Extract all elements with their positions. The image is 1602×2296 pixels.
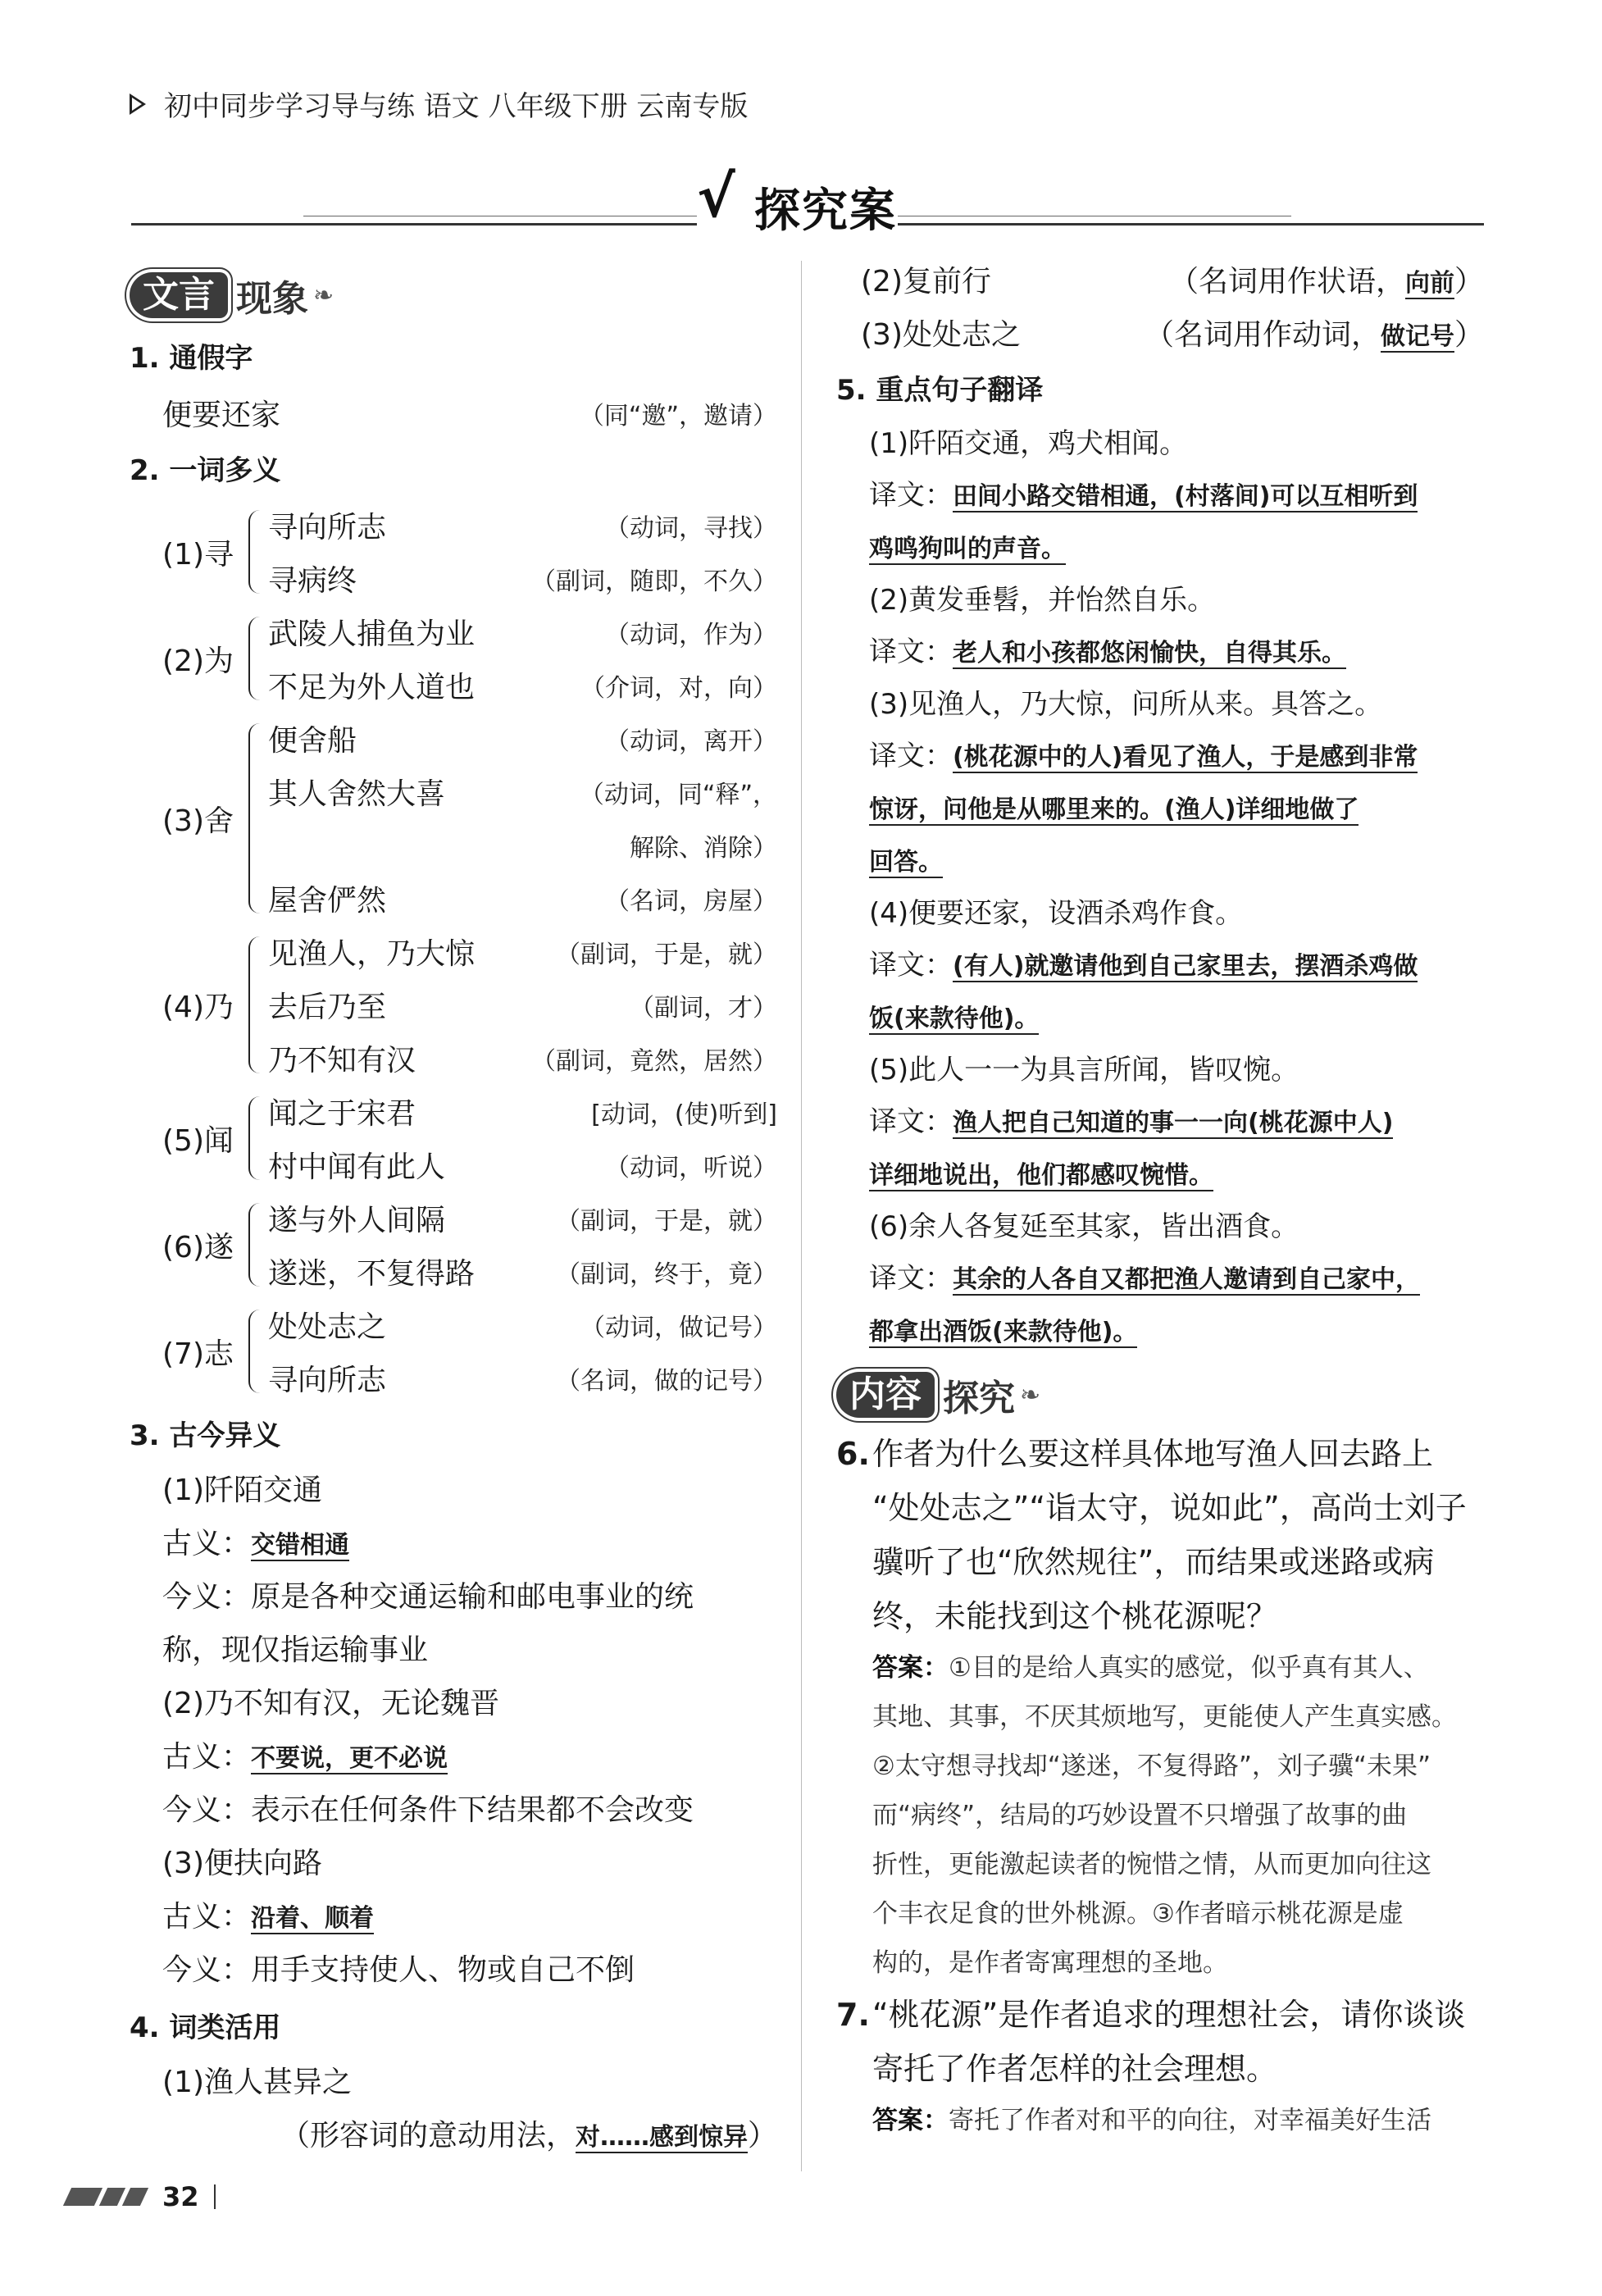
heading-fanyi: 5. 重点句子翻译 [836, 374, 1044, 407]
item-text: 便舍船 [268, 724, 357, 758]
gujin-jin [162, 1570, 777, 1624]
group-label: (7)志 [162, 1337, 234, 1371]
item-note: （动词，听说） [605, 1153, 777, 1182]
item-text: 处处志之 [268, 1310, 387, 1344]
brace [248, 1203, 263, 1287]
banner-rule-left [131, 223, 697, 226]
gujin-jin [162, 1943, 777, 1997]
translation-question: (2)黄发垂髫，并怡然自乐。 [869, 584, 1216, 617]
item-note: （动词，同“释”， [579, 780, 777, 809]
list-item [268, 1138, 777, 1191]
section-tag-neirong [836, 1369, 1040, 1420]
heading-yiciduoyi: 2. 一词多义 [130, 454, 281, 487]
translation-text: 老人和小孩都悠闲愉快，自得其乐。 [953, 639, 1346, 667]
answer-line: 寄托了作者对和平的向往，对幸福美好生活 [949, 2106, 1431, 2135]
word-group [130, 605, 777, 712]
list-item [268, 712, 777, 765]
group-label: (4)乃 [162, 991, 234, 1024]
jin-label: 今义： [162, 1953, 252, 1987]
brace [248, 1310, 263, 1393]
gu-answer: 不要说，更不必说 [251, 1744, 448, 1773]
translation-item [869, 1045, 1484, 1201]
divider-bar [214, 2184, 216, 2209]
check-icon: √ [697, 163, 735, 230]
tongjiazi-note: （同“邀”，邀请） [579, 401, 777, 430]
translation-text: 田间小路交错相通，(村落间)可以互相听到 [953, 482, 1418, 511]
list-item [268, 1351, 777, 1405]
huoyong-item [836, 253, 1484, 306]
note-answer: 做记号 [1380, 322, 1454, 351]
note-post: ） [1454, 265, 1484, 298]
tongjiazi-row [130, 386, 777, 440]
left-column [130, 266, 777, 2162]
question-line: 终，未能找到这个桃花源呢？ [872, 1598, 1278, 1634]
answer-line: ①目的是给人真实的感觉，似乎真有其人、 [949, 1653, 1429, 1683]
question-6 [836, 1427, 1484, 1988]
running-header [130, 84, 748, 124]
right-column [836, 253, 1484, 2145]
section-banner [131, 160, 1484, 238]
gu-label: 古义： [162, 1527, 252, 1560]
translation-item [869, 418, 1484, 575]
item-note: （副词，于是，就） [556, 1206, 777, 1236]
section-tag-wenyan [130, 270, 334, 321]
translation-label: 译文： [869, 1105, 953, 1138]
translation-text: 详细地说出，他们都感叹惋惜。 [869, 1161, 1213, 1190]
leaf-icon: ❧ [1020, 1380, 1041, 1410]
tag-rest: 现象 [236, 278, 308, 320]
answer-label: 答案： [872, 1653, 949, 1683]
list-item [268, 658, 777, 712]
answer-line: 折性，更能激起读者的惋惜之情，从而更加向往这 [872, 1850, 1431, 1879]
list-item [268, 1191, 777, 1245]
item-note: （副词，随即，不久） [531, 567, 777, 596]
list-item [268, 1245, 777, 1298]
question-7 [836, 1988, 1484, 2145]
heading-tongjiazi: 1. 通假字 [130, 342, 253, 375]
gujin-gu [162, 1890, 777, 1943]
tag-rest: 探究 [943, 1378, 1015, 1419]
item-text: 不足为外人道也 [268, 671, 476, 704]
translation-text: 都拿出酒饭(来款待他)。 [869, 1318, 1138, 1346]
leaf-icon: ❧ [313, 280, 335, 310]
question-line: 寄托了作者怎样的社会理想。 [872, 2051, 1278, 2087]
tongjiazi-text: 便要还家 [162, 399, 281, 432]
column-divider [801, 261, 802, 2171]
tag-pill: 内容 [836, 1372, 935, 1418]
group-label: (6)遂 [162, 1230, 234, 1264]
heading-cileihuoyong: 4. 词类活用 [130, 2011, 281, 2044]
note-pre: （名词用作动词， [1144, 318, 1381, 352]
question-number: 7. [836, 1997, 870, 2033]
item-note: （名词，房屋） [605, 886, 777, 916]
list-item [268, 499, 777, 552]
banner-title: 探究案 [754, 184, 897, 238]
gujin-jin [162, 1784, 777, 1837]
item-note: （动词，做记号） [580, 1313, 777, 1342]
answer-line: 构的，是作者寄寓理想的圣地。 [872, 1948, 1228, 1978]
item-text: 寻病终 [268, 564, 357, 598]
gu-label: 古义： [162, 1740, 252, 1774]
question-line: 骥听了也“欣然规往”，而结果或迷路或病 [872, 1544, 1435, 1580]
answer-label: 答案： [872, 2106, 949, 2135]
list-item [268, 1085, 777, 1138]
translation-label: 译文： [869, 479, 953, 512]
list-item [268, 765, 777, 818]
translation-label: 译文： [869, 1262, 953, 1295]
answer-line: 而“病终”，结局的巧妙设置不只增强了故事的曲 [872, 1801, 1408, 1830]
answer-line: 个丰衣足食的世外桃源。③作者暗示桃花源是虚 [872, 1899, 1404, 1929]
list-item [268, 552, 777, 605]
word-group [130, 1191, 777, 1298]
question-line: 作者为什么要这样具体地写渔人回去路上 [872, 1436, 1434, 1472]
word-group [130, 712, 777, 925]
huoyong-text: (3)处处志之 [861, 318, 1021, 352]
list-item [268, 605, 777, 658]
tag-pill: 文言 [130, 272, 228, 318]
book-title: 初中同步学习导与练 语文 八年级下册 云南专版 [164, 90, 749, 123]
answer-block [836, 1643, 1484, 1988]
gujin-question: (2)乃不知有汉，无论魏晋 [162, 1687, 499, 1720]
gujin-question: (3)便扶向路 [162, 1847, 322, 1880]
word-group [130, 1085, 777, 1191]
item-text: 村中闻有此人 [268, 1150, 446, 1184]
huoyong-item [130, 2056, 777, 2162]
list-item [268, 818, 777, 872]
list-item [268, 872, 777, 925]
item-note: （副词，才） [630, 993, 777, 1023]
jin-text: 表示在任何条件下结果都不会改变 [251, 1793, 694, 1827]
list-item [268, 978, 777, 1032]
item-text: 其人舍然大喜 [268, 777, 446, 811]
translation-item [869, 888, 1484, 1045]
group-label: (3)舍 [162, 804, 234, 838]
item-text: 寻向所志 [268, 511, 387, 544]
gujin-question: (1)阡陌交通 [162, 1474, 322, 1507]
item-text: 屋舍俨然 [268, 884, 387, 918]
word-group [130, 499, 777, 605]
translation-text: 惊讶，问他是从哪里来的。(渔人)详细地做了 [869, 795, 1359, 824]
item-note: （副词，于是，就） [556, 940, 777, 969]
stripes-icon [67, 2188, 144, 2206]
translation-item [869, 575, 1484, 679]
translation-question: (4)便要还家，设酒杀鸡作食。 [869, 897, 1244, 930]
question-line: “桃花源”是作者追求的理想社会，请你谈谈 [872, 1997, 1466, 2033]
play-triangle-icon [130, 93, 146, 115]
brace [248, 617, 263, 700]
group-label: (1)寻 [162, 537, 234, 572]
translation-list [836, 418, 1484, 1358]
heading-gujinyiyi: 3. 古今异义 [130, 1419, 281, 1452]
translation-label: 译文： [869, 740, 953, 772]
translation-text: (有人)就邀请他到自己家里去，摆酒杀鸡做 [953, 952, 1418, 981]
jin-text: 用手支持使人、物或自己不倒 [251, 1953, 635, 1987]
item-text: 遂与外人间隔 [268, 1204, 446, 1237]
translation-text: 渔人把自己知道的事一一向(桃花源中人) [953, 1109, 1394, 1137]
item-note: 解除、消除） [630, 833, 777, 863]
item-text: 遂迷，不复得路 [268, 1257, 476, 1291]
gu-answer: 沿着、顺着 [251, 1904, 375, 1933]
translation-question: (1)阡陌交通，鸡犬相闻。 [869, 427, 1188, 460]
note-answer: 向前 [1404, 269, 1454, 298]
page-number: 32 [162, 2181, 199, 2212]
translation-item [869, 679, 1484, 888]
brace [248, 510, 263, 594]
gujin-gu [162, 1517, 777, 1570]
item-note: （介词，对，向） [580, 673, 777, 703]
word-group [130, 1298, 777, 1405]
answer-block [836, 2096, 1484, 2145]
group-label: (5)闻 [162, 1123, 234, 1158]
translation-label: 译文： [869, 636, 953, 668]
answer-line: 其地、其事，不厌其烦地写，更能使人产生真实感。 [872, 1702, 1457, 1732]
word-group [130, 925, 777, 1085]
huoyong-text: (1)渔人甚异之 [162, 2066, 352, 2099]
huoyong-item [836, 306, 1484, 359]
jin-text: 原是各种交通运输和邮电事业的统 [251, 1580, 694, 1614]
banner-rule-right [898, 223, 1484, 226]
translation-label: 译文： [869, 949, 953, 982]
jin-label: 今义： [162, 1580, 252, 1614]
item-note: （动词，离开） [605, 727, 777, 756]
gujin-item [130, 1837, 777, 1997]
translation-question: (3)见渔人，乃大惊，问所从来。具答之。 [869, 688, 1383, 721]
item-note: （名词，做的记号） [556, 1366, 777, 1396]
gu-answer: 交错相通 [251, 1531, 350, 1560]
jin-text-cont: 称，现仅指运输事业 [162, 1633, 429, 1667]
item-text: 寻向所志 [268, 1364, 387, 1397]
item-text: 武陵人捕鱼为业 [268, 617, 476, 651]
translation-text: 饭(来款待他)。 [869, 1004, 1040, 1033]
item-note: （动词，作为） [605, 620, 777, 649]
item-note: （副词，竟然，居然） [531, 1046, 777, 1076]
item-text: 去后乃至 [268, 991, 387, 1024]
jin-label: 今义： [162, 1793, 252, 1827]
translation-text: 其余的人各自又都把渔人邀请到自己家中， [953, 1265, 1420, 1294]
translation-question: (6)余人各复延至其家，皆出酒食。 [869, 1210, 1299, 1243]
huoyong-note [162, 2109, 777, 2162]
item-text: 闻之于宋君 [268, 1097, 416, 1131]
huoyong-text: (2)复前行 [861, 265, 991, 298]
gujin-gu [162, 1730, 777, 1784]
gu-label: 古义： [162, 1900, 252, 1934]
note-pre: （名词用作状语， [1168, 265, 1405, 298]
translation-item [869, 1201, 1484, 1358]
note-pre: （形容词的意动用法， [280, 2119, 576, 2152]
note-post: ） [747, 2119, 777, 2152]
item-note: [动词，(使)听到] [591, 1100, 777, 1129]
translation-text: (桃花源中的人)看见了渔人，于是感到非常 [953, 743, 1418, 772]
item-text: 乃不知有汉 [268, 1044, 416, 1077]
gujin-item [130, 1464, 777, 1677]
group-label: (2)为 [162, 644, 234, 678]
answer-line: ②太守想寻找却“遂迷，不复得路”，刘子骥“未果” [872, 1752, 1431, 1781]
item-text: 见渔人，乃大惊 [268, 937, 476, 971]
question-line: “处处志之”“诣太守，说如此”，高尚士刘子 [872, 1490, 1467, 1526]
brace [248, 1096, 263, 1180]
translation-text: 回答。 [869, 848, 943, 877]
brace [248, 723, 263, 913]
translation-text: 鸡鸣狗叫的声音。 [869, 535, 1066, 563]
item-note: （副词，终于，竟） [556, 1260, 777, 1289]
question-number: 6. [836, 1436, 870, 1472]
list-item [268, 925, 777, 978]
translation-question: (5)此人一一为具言所闻，皆叹惋。 [869, 1054, 1299, 1086]
gujin-item [130, 1677, 777, 1837]
list-item [268, 1298, 777, 1351]
note-post: ） [1454, 318, 1484, 352]
page-footer [67, 2181, 216, 2212]
list-item [268, 1032, 777, 1085]
item-note: （动词，寻找） [605, 513, 777, 543]
note-answer: 对……感到惊异 [575, 2123, 748, 2152]
brace [248, 936, 263, 1073]
